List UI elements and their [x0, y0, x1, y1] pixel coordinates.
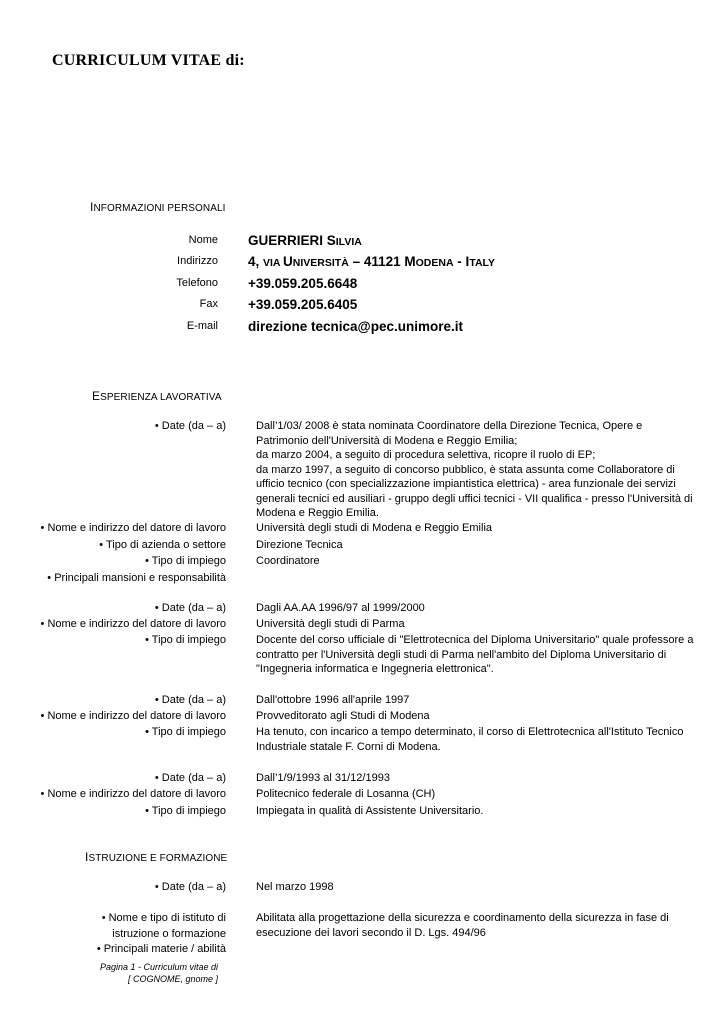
exp3-employer-label: • Nome e indirizzo del datore di lavoro — [40, 710, 226, 722]
edu-date-value: Nel marzo 1998 — [256, 881, 334, 893]
address-value: 4, VIA UNIVERSITÀ – 41121 MODENA - ITALY — [248, 254, 495, 269]
exp4-job-value: Impiegata in qualità di Assistente Universitario. — [256, 805, 484, 817]
exp2-date-label: • Date (da – a) — [154, 602, 226, 614]
exp3-date-label: • Date (da – a) — [154, 694, 226, 706]
exp3-employer-value: Provveditorato agli Studi di Modena — [256, 710, 430, 722]
section-heading-personal: INFORMAZIONI PERSONALI — [90, 200, 226, 214]
exp1-date-label: • Date (da – a) — [154, 420, 226, 432]
phone-label: Telefono — [176, 277, 218, 289]
address-label: Indirizzo — [177, 255, 218, 267]
exp1-date-value: Dall’1/03/ 2008 è stata nominata Coordinatore della Direzione Tecnica, Opere e Patrimonio dell'Università di Modena e Reggio Emilia; da marzo 2004, a seguito di procedura selettiva, ricopre il ruolo di EP; da marzo 1997, a seguito di concorso pubblico, è stata assunta come Collaboratore di ufficio tecnico (con specializzazione impiantistica elettrica) - area funzionale dei servizi generali tecnici ed ausiliari - gruppo degli uffici tecnici - VII qualifica - presso l'Università di Modena e Reggio Emilia. — [256, 420, 693, 519]
section-heading-experience: ESPERIENZA LAVORATIVA — [92, 389, 222, 403]
document-title: CURRICULUM VITAE di: — [52, 52, 245, 69]
name-label: Nome — [188, 234, 218, 246]
exp4-job-label: • Tipo di impiego — [145, 805, 226, 817]
exp1-sector-value: Direzione Tecnica — [256, 539, 343, 551]
exp1-job-label: • Tipo di impiego — [145, 555, 226, 567]
exp4-employer-label: • Nome e indirizzo del datore di lavoro — [40, 788, 226, 800]
name-value: GUERRIERI SILVIA — [248, 233, 362, 248]
exp1-employer-label: • Nome e indirizzo del datore di lavoro — [40, 522, 226, 534]
exp3-date-value: Dall'ottobre 1996 all'aprile 1997 — [256, 694, 410, 706]
exp4-date-value: Dall’1/9/1993 al 31/12/1993 — [256, 772, 390, 784]
exp2-employer-label: • Nome e indirizzo del datore di lavoro — [40, 618, 226, 630]
exp3-job-value: Ha tenuto, con incarico a tempo determinato, il corso di Elettrotecnica all'Istituto Tecnico Industriale statale F. Corni di Modena. — [256, 726, 684, 753]
exp1-employer-value: Università degli studi di Modena e Reggio Emilia — [256, 522, 493, 534]
exp4-employer-value: Politecnico federale di Losanna (CH) — [256, 788, 436, 800]
exp1-job-value: Coordinatore — [256, 555, 320, 567]
section-heading-education: ISTRUZIONE E FORMAZIONE — [85, 850, 228, 864]
edu-institute-label: • Nome e tipo di istituto di istruzione o formazione — [101, 912, 226, 940]
email-value: direzione tecnica@pec.unimore.it — [248, 319, 463, 334]
footer-page-label: Pagina 1 - Curriculum vitae di — [99, 962, 218, 972]
fax-value: +39.059.205.6405 — [248, 297, 358, 312]
edu-institute-value: Abilitata alla progettazione della sicurezza e coordinamento della sicurezza in fase di esecuzione dei lavori secondo il D. Lgs. 494/96 — [256, 912, 669, 939]
exp2-date-value: Dagli AA.AA 1996/97 al 1999/2000 — [256, 602, 425, 614]
exp3-job-label: • Tipo di impiego — [145, 726, 226, 738]
exp4-date-label: • Date (da – a) — [154, 772, 226, 784]
footer-name-placeholder: [ COGNOME, gnome ] — [127, 974, 218, 984]
exp2-employer-value: Università degli studi di Parma — [256, 618, 405, 630]
exp2-job-value: Docente del corso ufficiale di "Elettrotecnica del Diploma Universitario" quale professore a contratto per l'Università degli studi di Parma nell'ambito del Diploma Universitario di "Ingegneria informatica e Ingegneria elettronica". — [256, 634, 694, 675]
fax-label: Fax — [199, 298, 218, 310]
exp1-duties-label: • Principali mansioni e responsabilità — [47, 572, 226, 584]
exp2-job-label: • Tipo di impiego — [145, 634, 226, 646]
phone-value: +39.059.205.6648 — [248, 276, 358, 291]
edu-subjects-label: • Principali materie / abilità — [96, 943, 226, 955]
exp1-sector-label: • Tipo di azienda o settore — [99, 539, 226, 551]
edu-date-label: • Date (da – a) — [154, 881, 226, 893]
email-label: E-mail — [186, 320, 218, 332]
